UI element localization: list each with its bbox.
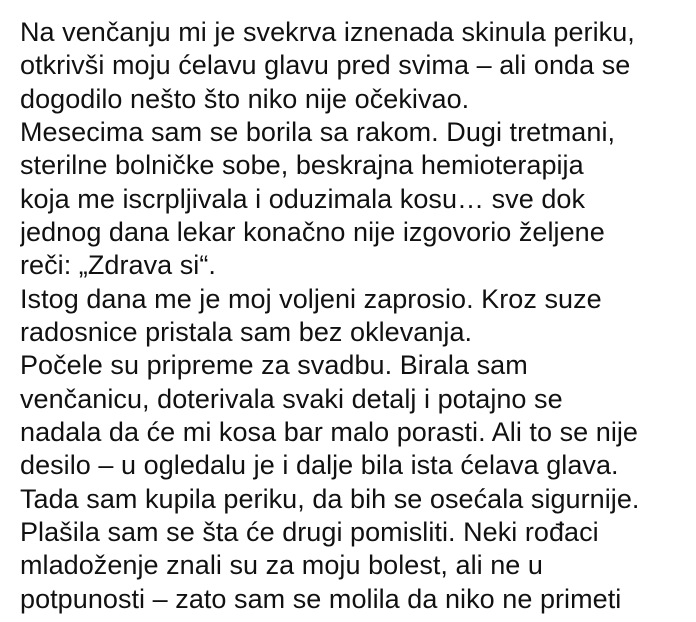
text-line: jednog dana lekar konačno nije izgovorio željene [20,217,605,247]
text-line: Istog dana me je moj voljeni zaprosio. Kroz suze [20,284,602,314]
text-line: Počele su pripreme za svadbu. Birala sam [20,350,528,380]
text-line: venčanicu, doterivala svaki detalj i potajno se [20,384,563,414]
text-line: otkrivši moju ćelavu glavu pred svima – ali onda se [20,50,631,80]
text-line: reči: „Zdrava si“. [20,250,216,280]
text-line: dogodilo nešto što niko nije očekivao. [20,84,470,114]
text-line: desilo – u ogledalu je i dalje bila ista ćelava glava. [20,450,619,480]
text-line: radosnice pristala sam bez oklevanja. [20,317,473,347]
text-line: sterilne bolničke sobe, beskrajna hemioterapija [20,150,584,180]
text-line: Mesecima sam se borila sa rakom. Dugi tretmani, [20,117,616,147]
text-line: mladoženje znali su za moju bolest, ali ne u [20,550,543,580]
text-line: koja me iscrpljivala i oduzimala kosu… sve dok [20,184,586,214]
text-line: Tada sam kupila periku, da bih se osećala sigurnije. [20,484,640,514]
document-text [20,0,696,622]
text-line: nadala da će mi kosa bar malo porasti. Ali to se nije [20,417,638,447]
text-line: potpunosti – zato sam se molila da niko ne primeti [20,584,622,614]
text-line: Plašila sam se šta će drugi pomisliti. Neki rođaci [20,517,599,547]
text-line: Na venčanju mi je svekrva iznenada skinula periku, [20,17,635,47]
